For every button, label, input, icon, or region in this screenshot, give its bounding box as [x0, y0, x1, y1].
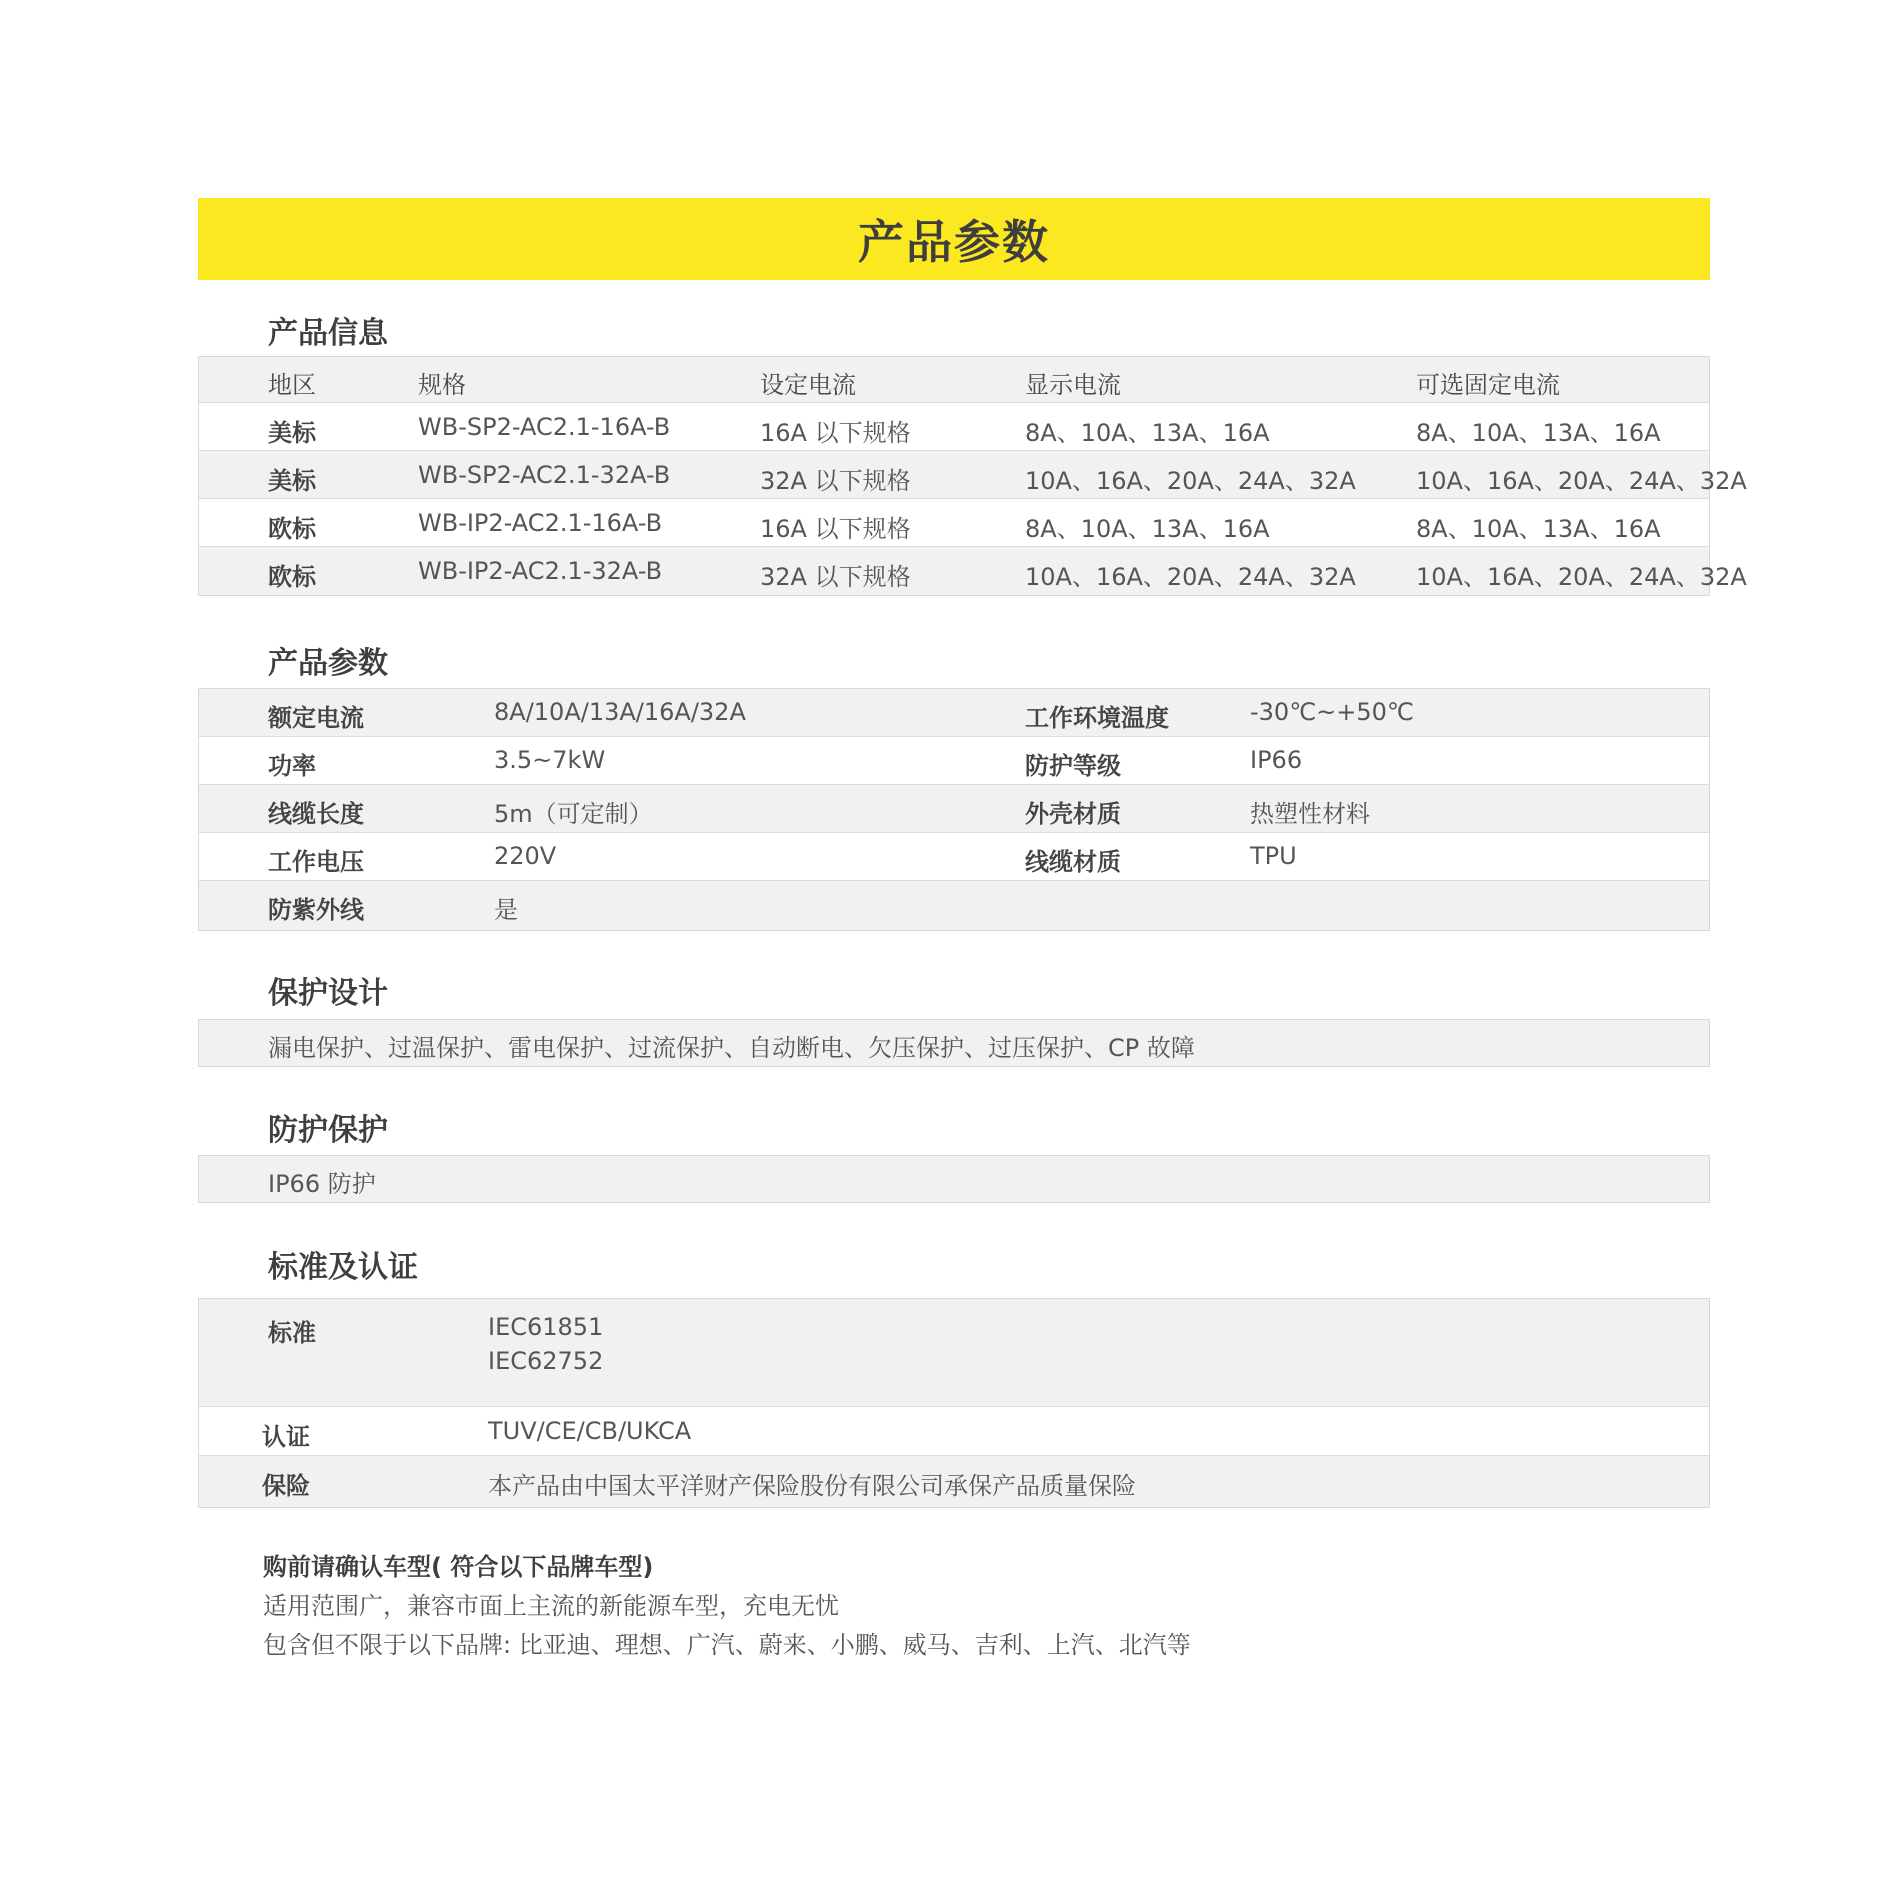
cell-fixed-current: 8A、10A、13A、16A	[1416, 515, 1661, 543]
cell-region: 欧标	[268, 515, 316, 543]
param-label: 防护等级	[1025, 752, 1121, 780]
column-header-set-current: 设定电流	[760, 371, 856, 399]
table-row	[199, 403, 1709, 451]
cell-set-current: 16A 以下规格	[760, 419, 911, 447]
param-label: 线缆长度	[268, 800, 364, 828]
cell-display-current: 8A、10A、13A、16A	[1025, 419, 1270, 447]
cell-set-current: 16A 以下规格	[760, 515, 911, 543]
cell-spec: WB-SP2-AC2.1-32A-B	[418, 461, 671, 489]
param-value: IP66	[1250, 746, 1303, 774]
product-info-table	[198, 356, 1747, 596]
param-value: 8A/10A/13A/16A/32A	[494, 698, 746, 726]
section-title-product-info: 产品信息	[268, 316, 388, 351]
insurance-label: 保险	[262, 1472, 310, 1500]
cell-fixed-current: 8A、10A、13A、16A	[1416, 419, 1661, 447]
cell-display-current: 10A、16A、20A、24A、32A	[1025, 467, 1356, 495]
ingress-protection-box	[198, 1155, 1710, 1203]
column-header-display-current: 显示电流	[1025, 371, 1121, 399]
section-title-ingress-protection: 防护保护	[268, 1113, 388, 1148]
brands-note: 包含但不限于以下品牌: 比亚迪、理想、广汽、蔚来、小鹏、威马、吉利、上汽、北汽等	[263, 1631, 1191, 1659]
page-title: 产品参数	[858, 215, 1050, 269]
vehicle-check-heading: 购前请确认车型( 符合以下品牌车型)	[263, 1553, 654, 1581]
cell-set-current: 32A 以下规格	[760, 563, 911, 591]
standard-value: IEC62752	[488, 1347, 604, 1375]
table-row	[199, 499, 1709, 547]
certification-label: 认证	[262, 1423, 310, 1451]
cell-spec: WB-IP2-AC2.1-32A-B	[418, 557, 663, 585]
param-label: 外壳材质	[1025, 800, 1121, 828]
cell-display-current: 10A、16A、20A、24A、32A	[1025, 563, 1356, 591]
cell-set-current: 32A 以下规格	[760, 467, 911, 495]
param-value: 220V	[494, 842, 557, 870]
param-label: 工作环境温度	[1025, 704, 1169, 732]
param-label: 额定电流	[268, 704, 364, 732]
param-value: TPU	[1250, 842, 1297, 870]
certification-value: TUV/CE/CB/UKCA	[488, 1417, 692, 1445]
table-row	[199, 785, 1709, 833]
cell-fixed-current: 10A、16A、20A、24A、32A	[1416, 563, 1747, 591]
table-row	[199, 1456, 1709, 1507]
section-title-standards: 标准及认证	[268, 1250, 418, 1285]
standard-value: IEC61851	[488, 1313, 604, 1341]
param-value: 是	[494, 896, 518, 924]
compatibility-note: 适用范围广，兼容市面上主流的新能源车型，充电无忧	[263, 1592, 839, 1620]
param-label: 工作电压	[268, 848, 364, 876]
product-params-table	[198, 688, 1710, 931]
section-title-protection-design: 保护设计	[268, 976, 388, 1011]
title-banner	[198, 198, 1710, 280]
table-row	[199, 689, 1709, 737]
column-header-fixed-current: 可选固定电流	[1416, 371, 1560, 399]
table-row	[199, 881, 1709, 930]
table-row	[199, 833, 1709, 881]
insurance-value: 本产品由中国太平洋财产保险股份有限公司承保产品质量保险	[488, 1472, 1136, 1500]
protection-design-text: 漏电保护、过温保护、雷电保护、过流保护、自动断电、欠压保护、过压保护、CP 故障	[268, 1034, 1195, 1062]
table-row	[199, 737, 1709, 785]
table-row	[199, 451, 1747, 499]
column-header-spec: 规格	[418, 371, 466, 399]
cell-fixed-current: 10A、16A、20A、24A、32A	[1416, 467, 1747, 495]
section-title-product-params: 产品参数	[268, 646, 388, 681]
param-value: -30℃~+50℃	[1250, 698, 1414, 726]
table-header-row	[199, 357, 1709, 403]
param-label: 防紫外线	[268, 896, 364, 924]
param-label: 功率	[268, 752, 316, 780]
cell-region: 美标	[268, 467, 316, 495]
protection-design-box	[198, 1019, 1710, 1067]
param-label: 线缆材质	[1025, 848, 1121, 876]
standard-label: 标准	[268, 1319, 316, 1347]
table-row	[199, 1156, 1709, 1202]
table-row	[199, 547, 1747, 595]
table-row	[199, 1407, 1709, 1456]
cell-region: 美标	[268, 419, 316, 447]
ingress-protection-text: IP66 防护	[268, 1170, 376, 1198]
table-row	[199, 1020, 1709, 1066]
param-value: 5m（可定制）	[494, 800, 653, 828]
column-header-region: 地区	[268, 371, 316, 399]
param-value: 热塑性材料	[1250, 800, 1370, 828]
cell-spec: WB-SP2-AC2.1-16A-B	[418, 413, 671, 441]
cell-region: 欧标	[268, 563, 316, 591]
param-value: 3.5~7kW	[494, 746, 606, 774]
cell-display-current: 8A、10A、13A、16A	[1025, 515, 1270, 543]
table-row	[199, 1299, 1709, 1407]
standards-table	[198, 1298, 1710, 1508]
cell-spec: WB-IP2-AC2.1-16A-B	[418, 509, 663, 537]
